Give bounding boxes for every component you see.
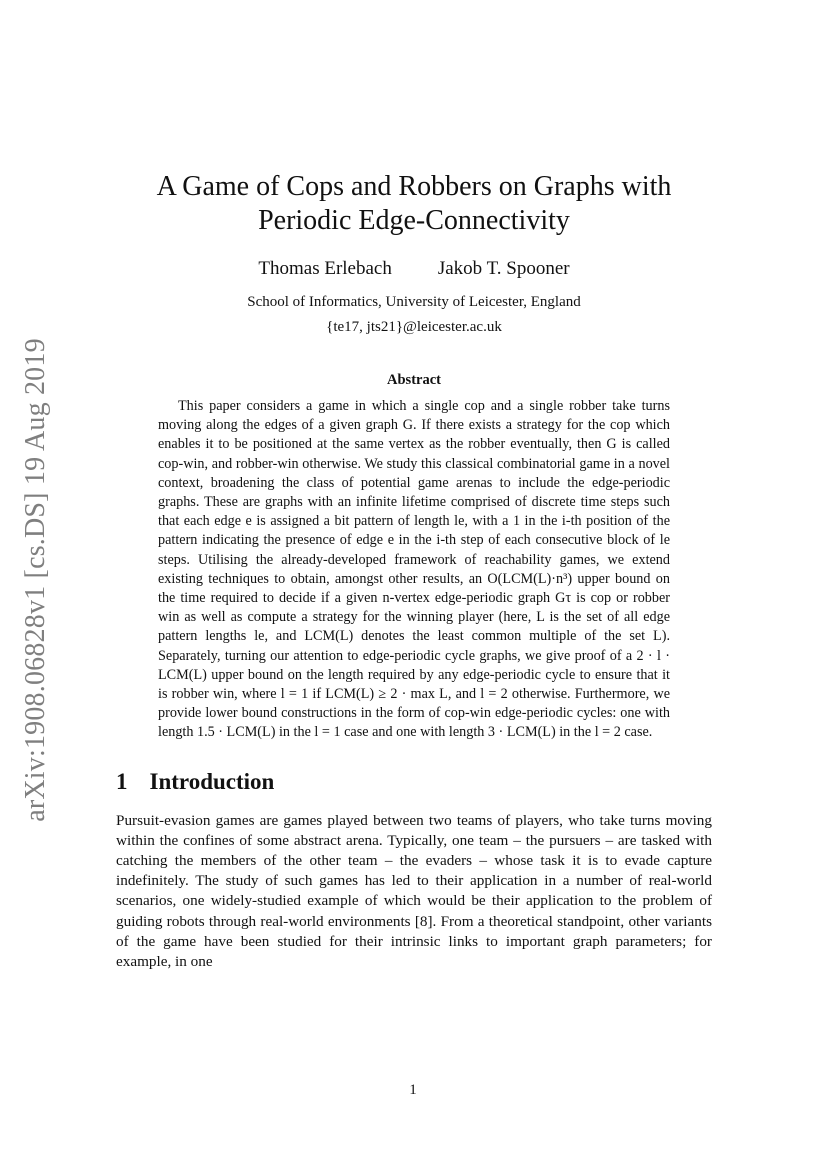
- arxiv-identifier-text: arXiv:1908.06828v1 [cs.DS] 19 Aug 2019: [20, 338, 52, 822]
- arxiv-identifier: [16, 330, 56, 830]
- affiliation: School of Informatics, University of Leicester, England: [247, 294, 581, 310]
- author-1: Thomas Erlebach: [258, 258, 392, 279]
- introduction-paragraph: Pursuit-evasion games are games played between two teams of players, who take turns moving within the confines of some abstract arena. Typically, one team – the pursuers – are tasked with catching the members of the other team – the evaders – whose task it is to evade capture indefinitely. The study of such games has led to their application in a number of real-world scenarios, one widely-studied example of which would be their application to the problem of guiding robots through real-world environments [8]. From a theoretical standpoint, other variants of the game have been studied for their intrinsic links to important graph parameters; for example, in one: [116, 811, 712, 971]
- paper-title-line-1: A Game of Cops and Robbers on Graphs with: [156, 171, 672, 202]
- author-email: {te17, jts21}@leicester.ac.uk: [326, 319, 502, 335]
- paper-title-line-2: Periodic Edge-Connectivity: [258, 205, 570, 236]
- abstract-heading: Abstract: [387, 372, 441, 388]
- section-number: 1: [116, 768, 128, 794]
- author-list: [116, 258, 712, 280]
- page-number: 1: [409, 1082, 417, 1098]
- abstract-body: This paper considers a game in which a single cop and a single robber take turns moving along the edges of a given graph G. If there exists a strategy for the cop which enables it to be positioned at the same vertex as the robber eventually, then G is called cop-win, and robber-win otherwise. We study this classical combinatorial game in a novel context, broadening the class of potential game arenas to include the edge-periodic graphs. These are graphs with an infinite lifetime comprised of discrete time steps such that each edge e is assigned a bit pattern of length le, with a 1 in the i-th position of the pattern indicating the presence of edge e in the i-th step of each consecutive block of le steps. Utilising the already-developed framework of reachability games, we extend existing techniques to obtain, amongst other results, an O(LCM(L)·n³) upper bound on the time required to decide if a given n-vertex edge-periodic graph Gτ is cop or robber win as well as compute a strategy for the winning player (here, L is the set of all edge pattern lengths le, and LCM(L) denotes the least common multiple of the set L). Separately, turning our attention to edge-periodic cycle graphs, we give proof of a 2 · l · LCM(L) upper bound on the length required by any edge-periodic cycle to ensure that it is robber win, where l = 1 if LCM(L) ≥ 2 · max L, and l = 2 otherwise. Furthermore, we provide lower bound constructions in the form of cop-win edge-periodic cycles: one with length 1.5 · LCM(L) in the l = 1 case and one with length 3 · LCM(L) in the l = 2 case.: [158, 398, 670, 741]
- paper-page: [116, 170, 712, 972]
- author-2: Jakob T. Spooner: [437, 258, 570, 279]
- section-title: Introduction: [149, 768, 275, 794]
- paper-title: [116, 170, 712, 238]
- section-heading: [116, 769, 712, 795]
